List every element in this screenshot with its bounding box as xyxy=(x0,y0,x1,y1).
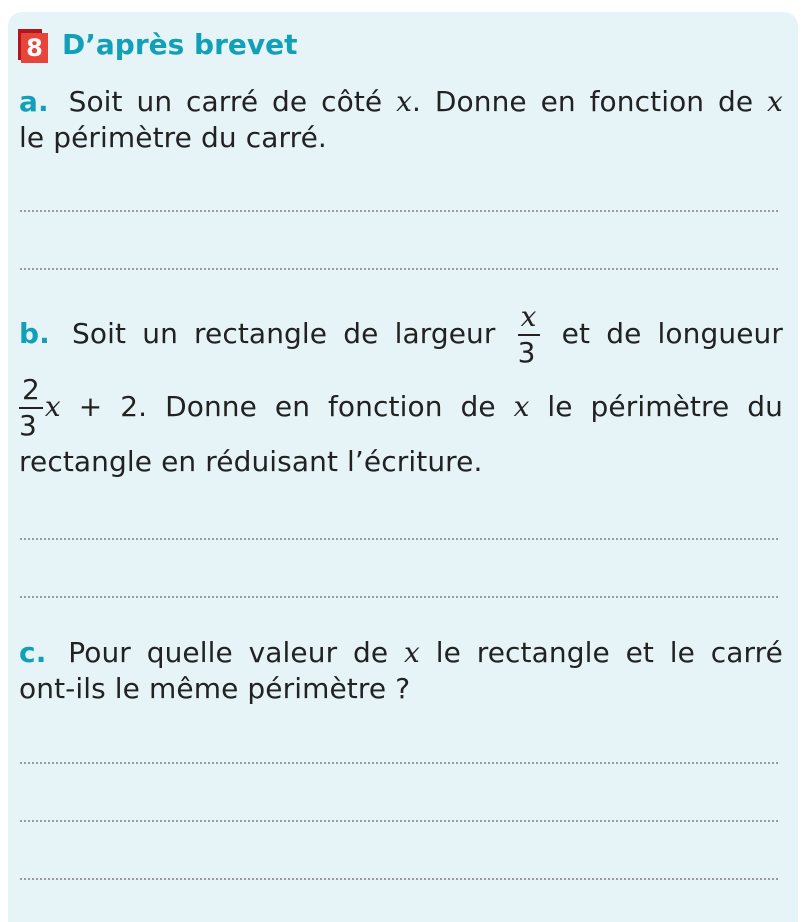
question-a-label: a. xyxy=(19,85,49,118)
question-b-label: b. xyxy=(19,317,50,350)
question-b-line-2: $\frac{2}{3}$ x + 2. Donne en fonction de x le périmètre du xyxy=(19,373,783,442)
question-b-line-1: b. Soit un rectangle de largeur $\frac{x}{3}$ et de longueur xyxy=(19,300,783,369)
question-b xyxy=(19,300,783,480)
exercise-number: 8 xyxy=(21,33,48,63)
question-a xyxy=(19,84,783,156)
answer-line[interactable] xyxy=(20,596,778,598)
question-c xyxy=(19,635,783,707)
math-variable: x xyxy=(404,636,420,669)
math-variable: x xyxy=(767,85,783,118)
answer-line[interactable] xyxy=(20,762,778,764)
exercise-title: D’après brevet xyxy=(62,28,298,61)
question-a-line-1: a. Soit un carré de côté x. Donne en fonction de x xyxy=(19,85,783,118)
question-c-line-2: ont-ils le même périmètre ? xyxy=(19,672,411,705)
question-b-line-3: rectangle en réduisant l’écriture. xyxy=(19,445,483,478)
question-c-label: c. xyxy=(19,636,47,669)
answer-line[interactable] xyxy=(20,268,778,270)
question-c-line-1: c. Pour quelle valeur de x le rectangle et le carré xyxy=(19,636,783,669)
answer-line[interactable] xyxy=(20,210,778,212)
math-variable: x xyxy=(396,85,412,118)
exercise-number-badge xyxy=(18,29,46,63)
fraction-length: $\frac{2}{3}$ xyxy=(19,376,43,440)
fraction-width: $\frac{x}{3}$ xyxy=(518,303,540,367)
answer-line[interactable] xyxy=(20,538,778,540)
answer-line[interactable] xyxy=(20,878,778,880)
answer-line[interactable] xyxy=(20,820,778,822)
question-a-line-2: le périmètre du carré. xyxy=(19,121,327,154)
math-variable: x xyxy=(513,390,530,423)
math-variable: x xyxy=(44,390,61,423)
